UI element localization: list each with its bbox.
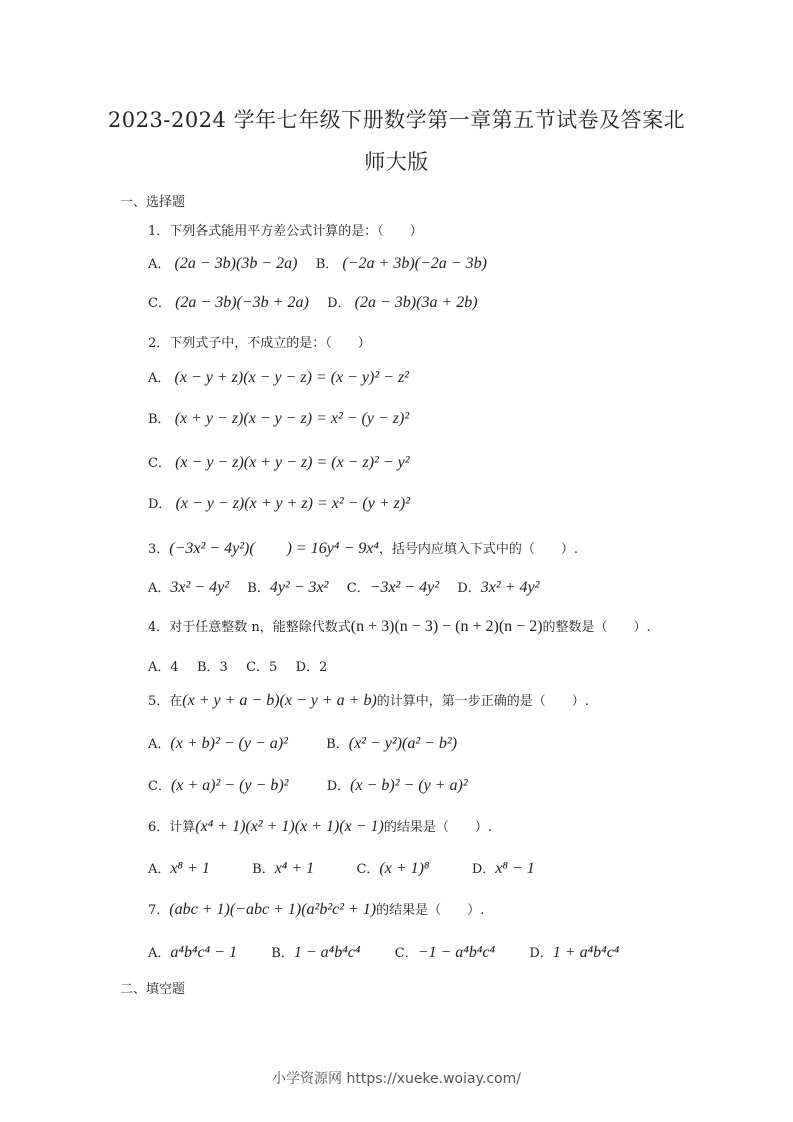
option-key: D． <box>295 660 320 675</box>
question-6-stem <box>148 816 492 836</box>
question-5-stem <box>148 690 589 710</box>
question-2-stem: 2．下列式子中，不成立的是：（ ） <box>148 336 371 351</box>
option-expr: (x − y + z)(x − y − z) = (x − y)² − z² <box>174 369 409 386</box>
option-key: D． <box>327 296 351 311</box>
option-expr: (x + b)² − (y − a)² <box>170 735 288 752</box>
stem-prefix: 7． <box>148 903 170 918</box>
option-key: B． <box>252 862 275 877</box>
question-4-stem <box>148 616 651 636</box>
option-expr: (2a − 3b)(−3b + 2a) <box>175 294 309 311</box>
option-expr: a⁴b⁴c⁴ − 1 <box>170 944 237 961</box>
stem-suffix: 的计算中，第一步正确的是（ ）. <box>376 694 589 709</box>
section-heading-fill-blank: 二、填空题 <box>120 982 186 997</box>
option-key: C． <box>346 581 370 596</box>
option-key: D． <box>529 946 553 961</box>
stem-expr: (x⁴ + 1)(x² + 1)(x + 1)(x − 1) <box>195 818 384 835</box>
option-expr: (x + y − z)(x − y − z) = x² − (y − z)² <box>174 410 410 427</box>
question-3-options <box>148 577 539 597</box>
stem-suffix: 的结果是（ ）. <box>376 903 485 918</box>
option-key: A． <box>148 737 171 752</box>
option-expr: x⁸ − 1 <box>495 860 535 877</box>
question-2-option-b <box>148 408 409 428</box>
option-expr: (x − b)² − (y + a)² <box>350 777 468 794</box>
question-2-option-a <box>148 367 409 387</box>
option-expr: (x − y − z)(x + y − z) = (x − z)² − y² <box>175 454 410 471</box>
option-key: B． <box>148 412 171 427</box>
question-2-option-d <box>148 493 410 513</box>
option-key: C． <box>394 946 418 961</box>
stem-expr: (abc + 1)(−abc + 1)(a²b²c² + 1) <box>169 901 377 918</box>
option-key: B． <box>196 660 220 675</box>
option-value: 4 <box>170 660 179 675</box>
option-expr: (x + 1)⁸ <box>379 860 430 877</box>
option-expr: (−2a + 3b)(−2a − 3b) <box>342 255 487 272</box>
question-number: 3． <box>148 542 170 557</box>
option-key: A． <box>148 946 171 961</box>
option-key: D． <box>457 581 481 596</box>
stem-suffix: 的结果是（ ）. <box>383 820 492 835</box>
question-2-option-c <box>148 452 410 472</box>
option-key: A． <box>148 862 171 877</box>
question-7-stem <box>148 899 484 919</box>
option-key: B． <box>326 737 349 752</box>
question-7-options <box>148 942 619 962</box>
footer-watermark: 小学资源网 https://xueke.woiay.com/ <box>272 1071 521 1087</box>
stem-suffix: ，括号内应填入下式中的（ ）. <box>378 542 579 557</box>
question-5-options-row-2 <box>148 775 468 795</box>
option-expr: x⁸ + 1 <box>170 860 210 877</box>
question-5-options-row-1 <box>148 733 457 753</box>
stem-prefix: 6．计算 <box>148 820 196 835</box>
option-key: C． <box>148 296 171 311</box>
option-key: C． <box>356 862 380 877</box>
option-key: B． <box>247 581 270 596</box>
question-3-stem <box>148 535 578 558</box>
option-expr: 4y² − 3x² <box>269 579 329 596</box>
option-expr: 1 − a⁴b⁴c⁴ <box>293 944 361 961</box>
option-key: C． <box>148 779 171 794</box>
option-key: D． <box>148 497 172 512</box>
question-1-options-row-2 <box>148 292 478 312</box>
option-expr: 3x² − 4y² <box>170 579 229 596</box>
stem-prefix: 5．在 <box>148 694 183 709</box>
stem-expr: (−3x² − 4y²)( ) = 16y⁴ − 9x⁴ <box>169 540 379 557</box>
option-value: 3 <box>219 660 228 675</box>
option-key: D． <box>326 779 351 794</box>
question-6-options <box>148 858 535 878</box>
stem-expr: (x + y + a − b)(x − y + a + b) <box>182 692 377 709</box>
option-key: A． <box>148 371 171 386</box>
option-expr: (x + a)² − (y − b)² <box>170 777 289 794</box>
question-1-options-row-1 <box>148 253 487 273</box>
option-key: A． <box>148 581 171 596</box>
option-value: 2 <box>319 660 328 675</box>
question-4-options <box>148 656 327 675</box>
option-key: A． <box>148 660 171 675</box>
option-expr: 3x² + 4y² <box>480 579 540 596</box>
option-key: C． <box>148 456 171 471</box>
option-expr: (x² − y²)(a² − b²) <box>348 735 458 752</box>
title-line-1: 2023-2024 学年七年级下册数学第一章第五节试卷及答案北 <box>107 108 686 132</box>
option-expr: (2a − 3b)(3a + 2b) <box>354 294 478 311</box>
option-key: B． <box>315 257 339 272</box>
option-expr: x⁴ + 1 <box>274 860 315 877</box>
question-1-stem: 1．下列各式能用平方差公式计算的是：（ ） <box>148 224 423 239</box>
option-value: 5 <box>269 660 278 675</box>
stem-suffix: 的整数是（ ）. <box>542 620 651 635</box>
option-key: A． <box>148 257 171 272</box>
stem-expr: (n + 3)(n − 3) − (n + 2)(n − 2) <box>350 618 543 635</box>
option-key: C． <box>246 660 270 675</box>
section-heading-choice: 一、选择题 <box>120 195 186 210</box>
option-expr: −1 − a⁴b⁴c⁴ <box>417 944 496 961</box>
title-line-2: 师大版 <box>364 150 429 174</box>
option-expr: −3x² − 4y² <box>369 579 440 596</box>
option-key: D． <box>471 862 496 877</box>
option-key: B． <box>271 946 294 961</box>
option-expr: 1 + a⁴b⁴c⁴ <box>552 944 620 961</box>
option-expr: (x − y − z)(x + y + z) = x² − (y + z)² <box>175 495 411 512</box>
option-expr: (2a − 3b)(3b − 2a) <box>174 255 298 272</box>
stem-prefix: 4．对于任意整数 n，能整除代数式 <box>148 620 351 635</box>
